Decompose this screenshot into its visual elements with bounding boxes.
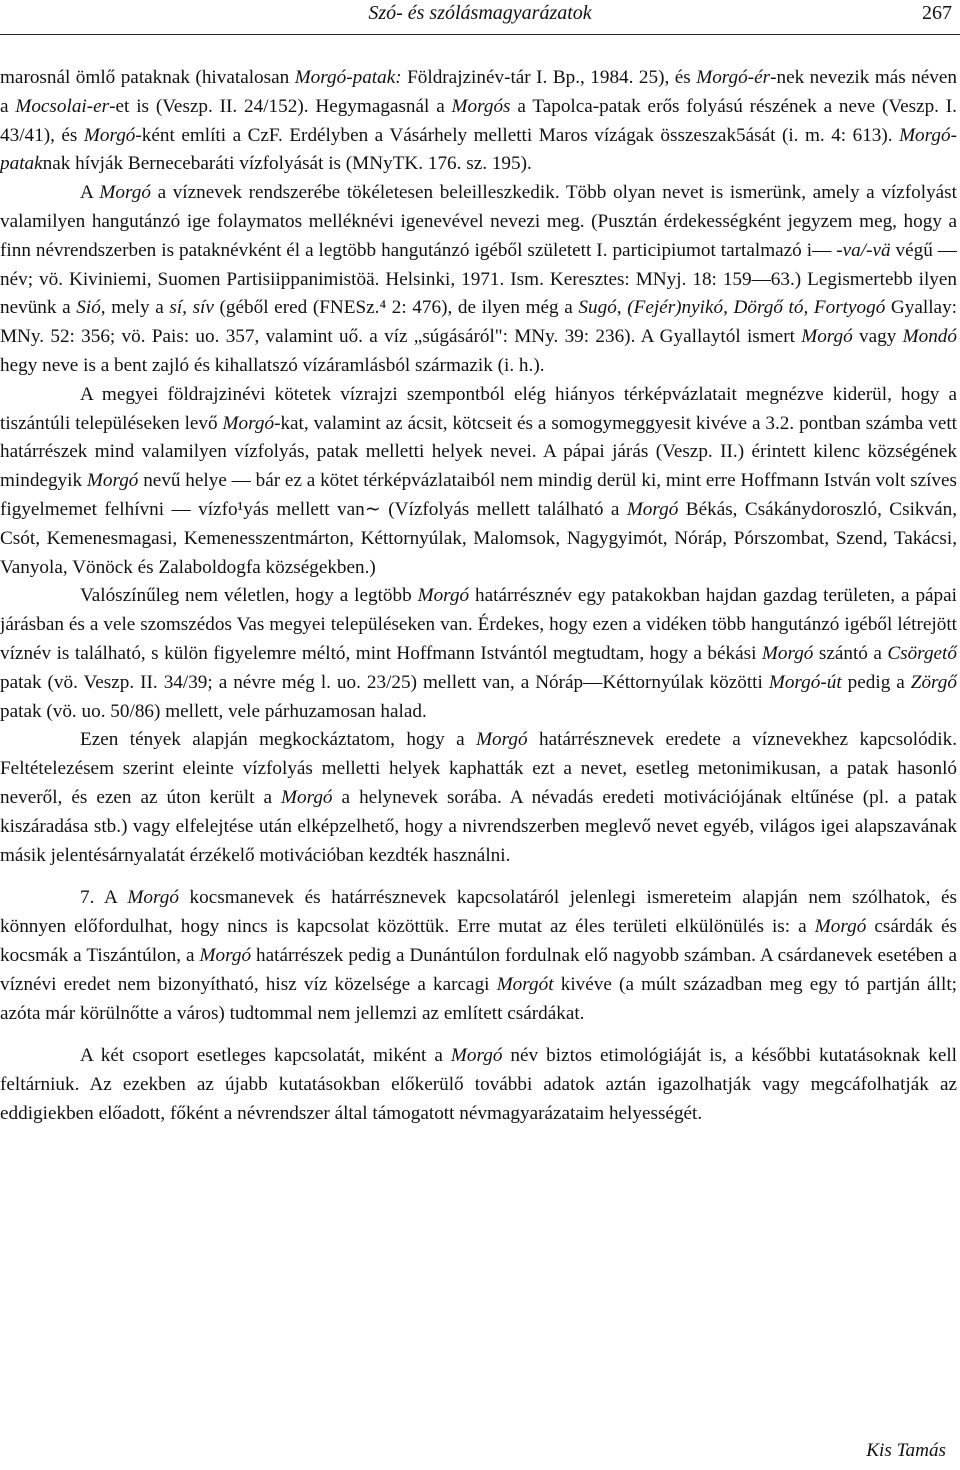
header-rule — [0, 34, 960, 35]
paragraph-4: Valószínűleg nem véletlen, hogy a legtöbb Morgó határrésznév egy patakokban hajdan gazdag területen, a pápai járásban és a vele szomszédos Vas megyei településeken van. Érdekes, hogy ezen a vidéken több hangutánzó igéből létrejött víznév is található, s külön figyelemre méltó, mint Hoffmann Istvántól megtudtam, hogy a békási Morgó szántó a Csörgető patak (vö. Veszp. II. 34/39; a névre még l. uo. 23/25) mellett van, a Nóráp—Kéttornyúlak közötti Morgó-út pedig a Zörgő patak (vö. uo. 50/86) mellett, vele párhuzamosan halad. — [0, 585, 957, 722]
running-title: Szó- és szólásmagyarázatok — [368, 2, 592, 24]
article-body — [0, 64, 957, 1129]
paragraph-5: Ezen tények alapján megkockáztatom, hogy a Morgó határrésznevek eredete a víznevekhez kapcsolódik. Feltételezésem szerint eleinte vízfolyás melletti helyek kaphatták ezt a nevet, esetleg metonimikusan, a patak hasonló neveről, és ezen az úton került a Morgó a helynevek sorába. A névadás eredeti motivációjának eltűnése (pl. a patak kiszáradása stb.) vagy elfelejtése után elképzelhető, hogy a nivrendszerben meglevő nevet egyéb, világos igei alapszavának másik jelentésárnyalatát érzékelő motivációban kezdték használni. — [0, 729, 958, 866]
page-header — [0, 0, 960, 50]
page-number: 267 — [922, 2, 952, 24]
paragraph-3: A megyei földrajzinévi kötetek vízrajzi szempontból elég hiányos térképvázlatait megnézve kiderül, hogy a tiszántúli településeken levő Morgó-kat, valamint az ácsit, kötcseit és a somogymeggyesit kivéve a 3.2. pontban számba vett határrészek mind valamilyen vízfolyás, patak melletti helyek nevei. A pápai járás (Veszp. II.) érintett kilenc községének mindegyik Morgó nevű helye — bár ez a kötet térképvázlataiból nem mindig derül ki, mint erre Hoffmann István volt szíves figyelmemet felhívni — vízfo¹yás mellett van∼ (Vízfolyás mellett található a Morgó Békás, Csákánydoroszló, Csikván, Csót, Kemenesmagasi, Kemenesszentmárton, Kéttornyúlak, Malomsok, Nagygyimót, Nóráp, Pórszombat, Szend, Takácsi, Vanyola, Vönöck és Zalaboldogfa községekben.) — [0, 383, 958, 578]
paragraph-1: marosnál ömlő pataknak (hivatalosan Morgó-patak: Földrajzinév-tár I. Bp., 1984. 25), és Morgó-ér-nek nevezik más néven a Mocsolai-er-et is (Veszp. II. 24/152). Hegymagasnál a Morgós a Tapolca-patak erős folyású részének a neve (Veszp. I. 43/41), és Morgó-ként említi a CzF. Erdélyben a Vásárhely melletti Maros vízágak összeszak5ását (i. m. 4: 613). Morgó-pataknak hívják Bernecebaráti vízfolyását is (MNyTK. 176. sz. 195). — [0, 67, 958, 175]
paragraph-2: A Morgó a víznevek rendszerébe tökéletesen beleilleszkedik. Több olyan nevet is ismerünk, amely a vízfolyást valamilyen hangutánzó ige folaymatos melléknévi igenevével nevezi meg. (Pusztán érdekességként jegyzem meg, hogy a finn névrendszerben is pataknévként él a legtöbb hangutánzó igéből született I. participiumot tartalmazó i— -va/-vä végű — név; vö. Kiviniemi, Suomen Partisiippanimistöä. Helsinki, 1971. Ism. Keresztes: MNyj. 18: 159—63.) Legismertebb ilyen nevünk a Sió, mely a sí, sív (géből ered (FNESz.⁴ 2: 476), de ilyen még a Sugó, (Fejér)nyikó, Dörgő tó, Fortyogó Gyallay: MNy. 52: 356; vö. Pais: uo. 357, valamint uő. a víz „súgásáról": MNy. 39: 236). A Gyallaytól ismert Morgó vagy Mondó hegy neve is a bent zajló és kihallatszó vízáramlásból származik (i. h.). — [0, 182, 957, 376]
paragraph-7: A két csoport esetleges kapcsolatát, miként a Morgó név biztos etimológiáját is, a későbbi kutatásoknak kell feltárniuk. Az ezekben az újabb kutatásokban előkerülő további adatok aztán igazolhatják vagy megcáfolhatják az eddigiekben előadott, főként a névrendszer által támogatott névmagyarázataim helyességét. — [0, 1045, 958, 1124]
paragraph-6-section-7: 7. A Morgó kocsmanevek és határrésznevek kapcsolatáról jelenlegi ismereteim alapján nem szólhatok, és könnyen előfordulhat, hogy nincs is kapcsolat közöttük. Erre mutat az éles területi elkülönülés is: a Morgó csárdák és kocsmák a Tiszántúlon, a Morgó határrészek pedig a Dunántúlon fordulnak elő nagyobb számban. A csárdanevek esetében a víznévi eredet nem bizonyítható, hisz víz közelsége a karcagi Morgót kivéve (a múlt században meg egy tó partján állt; azóta már körülnőtte a város) tudtommal nem jellemzi az említett csárdákat. — [0, 887, 958, 1024]
author-signature: Kis Tamás — [866, 1440, 946, 1461]
